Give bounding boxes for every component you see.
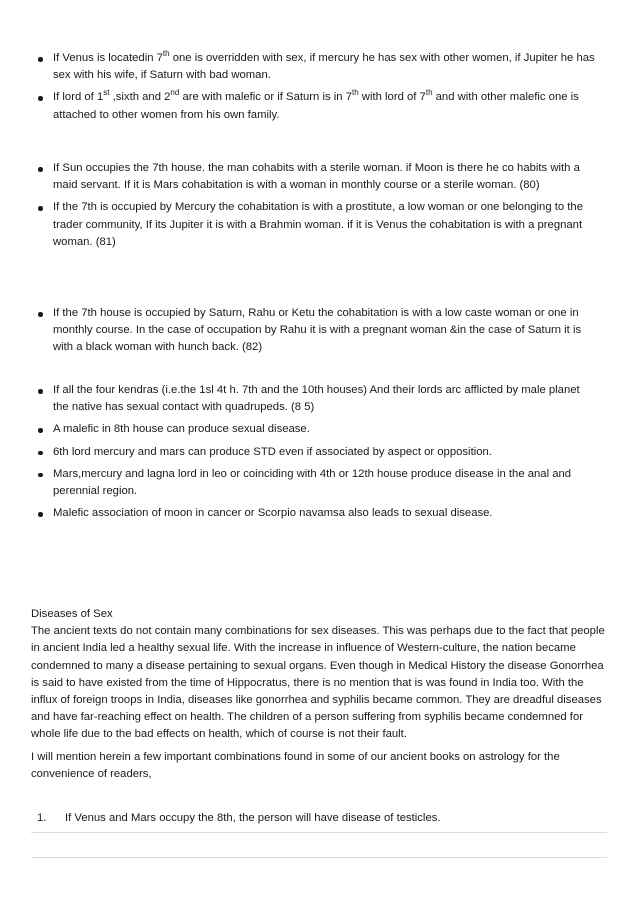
list-item: If the 7th house is occupied by Saturn, Rahu or Ketu the cohabitation is with a low caste woman or one in monthly course. In the case of occupation by Rahu it is with a pregnant woman &in the case of Saturn it is with a black woman with hunch back. (82) xyxy=(38,305,598,357)
item-number: 1. xyxy=(37,812,47,824)
divider xyxy=(31,857,607,858)
list-item: If Venus is locatedin 7th one is overridden with sex, if mercury he has sex with other women, if Jupiter he has sex with his wife, if Saturn with bad woman. xyxy=(38,50,598,84)
numbered-item xyxy=(31,810,607,833)
numbered-list xyxy=(31,810,607,833)
bullet-list-7th-lord xyxy=(38,50,598,129)
bullet-list-saturn-rahu xyxy=(38,305,598,362)
item-text: If Venus and Mars occupy the 8th, the person will have disease of testicles. xyxy=(65,812,441,824)
list-item: If the 7th is occupied by Mercury the cohabitation is with a prostitute, a low woman or one belonging to the trader community, If its Jupiter it is with a Brahmin woman. if it is Venus the cohabitation is with a pregnant woman. (81) xyxy=(38,199,598,251)
list-item: Mars,mercury and lagna lord in leo or coinciding with 4th or 12th house produce disease in the anal and perennial region. xyxy=(38,466,598,500)
bullet-list-sexual-disease xyxy=(38,382,598,527)
section-heading: Diseases of Sex xyxy=(31,608,113,620)
list-item: If Sun occupies the 7th house. the man cohabits with a sterile woman. if Moon is there he co habits with a maid servant. If it is Mars cohabitation is with a woman in monthly course or a sterile woman. (80) xyxy=(38,160,598,194)
diseases-of-sex-section xyxy=(31,606,607,788)
section-paragraph: The ancient texts do not contain many combinations for sex diseases. This was perhaps due to the fact that people in ancient India led a healthy sexual life. With the increase in influence of Western-culture, the nation became condemned to many a disease pertaining to sexual organs. Even though in Medical History the disease Gonorrhea is said to have existed from the time of Hippocratus, there is no mention that is was found in India too. With the influx of foreign troops in India, diseases like gonorrhea and syphilis became common. They are dreadful diseases and have far-reaching effect on health. The children of a person suffering from syphilis became condemned for whole life due to the bad effects on health, which of course is not their fault. xyxy=(31,625,605,741)
list-item: If all the four kendras (i.e.the 1sl 4t h. 7th and the 10th houses) And their lords arc afflicted by male planet the native has sexual contact with quadrupeds. (8 5) xyxy=(38,382,598,416)
list-item: If lord of 1st ,sixth and 2nd are with malefic or if Saturn is in 7th with lord of 7th and with other malefic one is attached to other women from his own family. xyxy=(38,89,598,123)
list-item: 6th lord mercury and mars can produce STD even if associated by aspect or opposition. xyxy=(38,444,598,461)
list-item: Malefic association of moon in cancer or Scorpio navamsa also leads to sexual disease. xyxy=(38,505,598,522)
bullet-list-cohabitation xyxy=(38,160,598,256)
list-item: A malefic in 8th house can produce sexual disease. xyxy=(38,421,598,438)
section-paragraph: I will mention herein a few important combinations found in some of our ancient books on astrology for the convenience of readers, xyxy=(31,750,560,780)
